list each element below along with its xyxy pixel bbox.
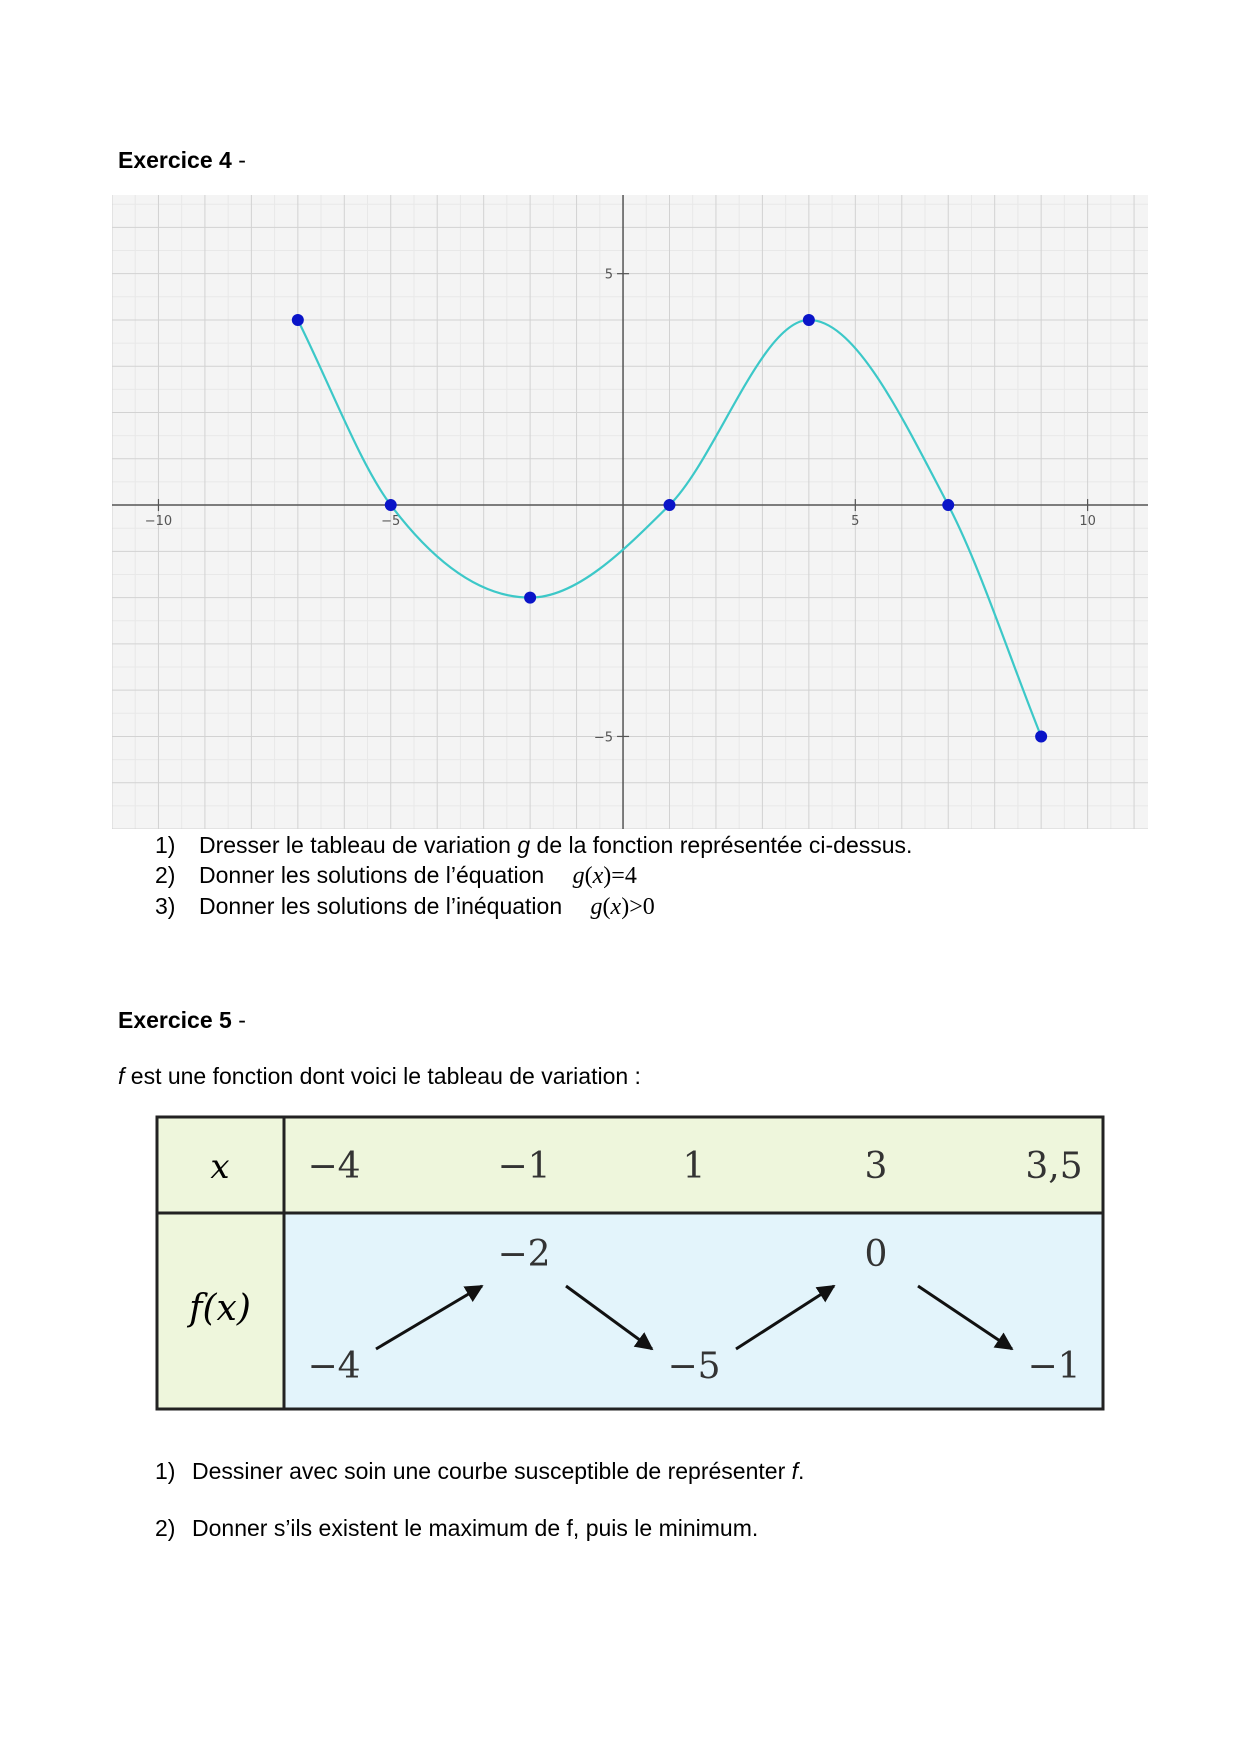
question-var: f [791,1458,799,1484]
table-f-value: −4 [307,1346,361,1387]
exercise-4-title [118,147,246,174]
table-f-value: −2 [497,1234,551,1275]
key-point [942,499,954,511]
question-number: 1) [155,832,176,858]
table-x-value: −4 [307,1146,361,1187]
math-fn: g [572,863,585,889]
exercise-5-intro [118,1063,641,1090]
question-text: Donner les solutions de l’équation [199,862,545,888]
question-text: Dessiner avec soin une courbe susceptible de représenter [192,1458,792,1484]
table-x-value: −1 [497,1146,551,1187]
question-text: Donner s’ils existent le maximum de f, puis le minimum. [192,1515,759,1541]
table-x-value: 1 [682,1146,706,1187]
intro-text: est une fonction dont voici le tableau de variation : [124,1063,641,1089]
question-var: g [517,832,531,858]
math-rel: =4 [611,863,637,889]
key-point [803,314,815,326]
table-x-label: x [210,1147,230,1187]
inequation-math: g(x)>0 [590,894,655,920]
exercise-4-title-text: Exercice 4 [118,147,232,173]
question-text: Donner les solutions de l’inéquation [199,893,563,919]
exercise-5-title-dash: - [238,1007,246,1033]
table-f-value: −5 [667,1346,721,1387]
question-4-3 [155,891,912,922]
question-4-1 [155,830,912,860]
table-f-value: 0 [864,1234,888,1275]
x-tick-label: −10 [144,514,173,530]
key-point [292,314,304,326]
question-5-2 [155,1515,804,1542]
question-text-end: de la fonction représentée ci-dessus. [530,832,913,858]
exercise-5-title [118,1007,246,1034]
question-number: 2) [155,1515,176,1541]
x-tick-label: 10 [1079,514,1096,530]
exercise-4-title-dash: - [238,147,246,173]
y-tick-label: −5 [593,730,614,746]
key-point [385,499,397,511]
table-x-value: 3 [864,1146,888,1187]
equation-math: g(x)=4 [572,863,637,889]
math-fn: g [590,894,603,920]
key-point [524,592,536,604]
question-number: 3) [155,893,176,919]
key-point [663,499,675,511]
function-graph [112,195,1148,829]
key-point [1035,730,1047,742]
exercise-5-questions [155,1458,804,1572]
y-tick-label: 5 [604,267,614,283]
graph-background [112,195,1148,829]
graph-svg [112,195,1148,829]
variation-table [154,1114,1106,1412]
question-text: Dresser le tableau de variation [199,832,518,858]
variation-table-svg [154,1114,1106,1412]
question-number: 1) [155,1458,176,1484]
question-number: 2) [155,862,176,888]
math-rel: >0 [629,894,655,920]
exercise-5-title-text: Exercice 5 [118,1007,232,1033]
table-f-label: f(x) [189,1288,251,1329]
exercise-4-questions [155,830,912,922]
x-tick-label: −5 [381,514,401,530]
intro-var: f [118,1063,125,1089]
question-4-2 [155,860,912,891]
x-tick-label: 5 [851,514,860,530]
question-text-end: . [798,1458,805,1484]
math-arg: x [592,863,604,889]
table-x-value: 3,5 [1025,1146,1083,1187]
table-f-value: −1 [1027,1346,1081,1387]
question-5-1 [155,1458,804,1485]
math-arg: x [610,894,622,920]
